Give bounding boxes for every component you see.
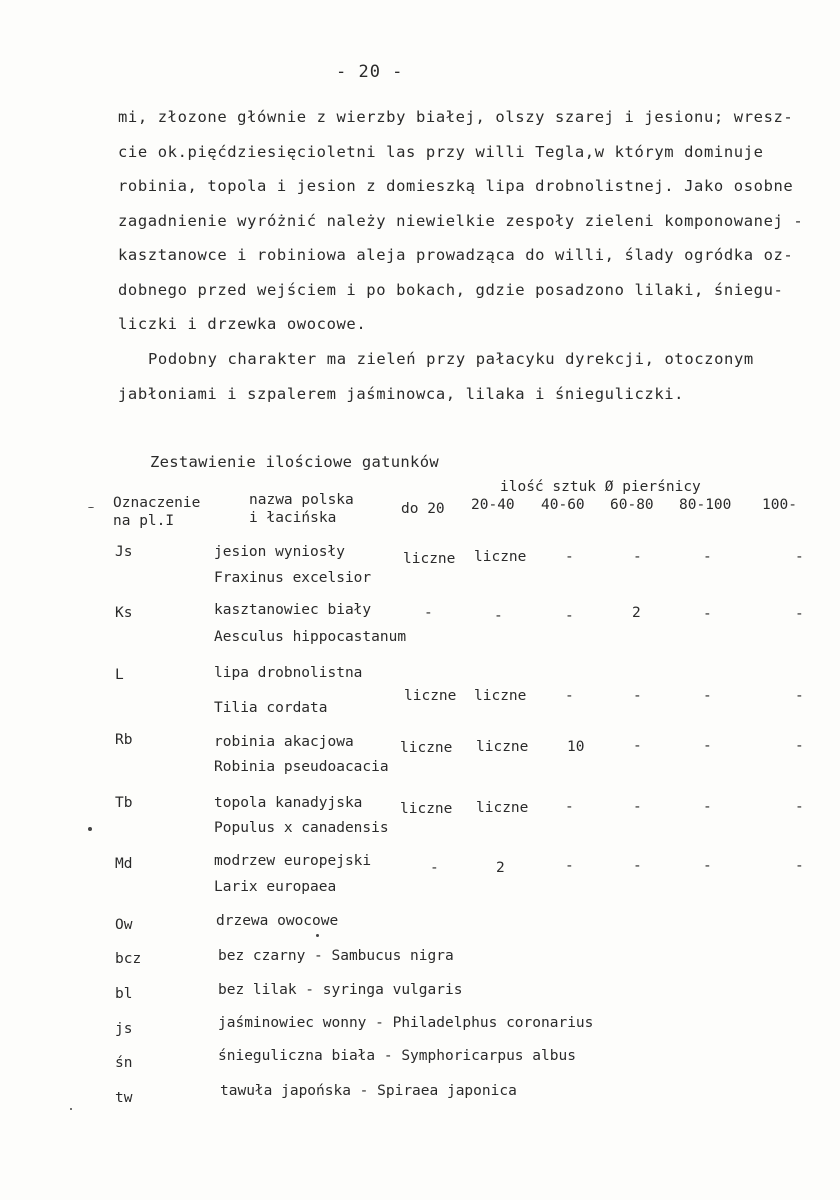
row-name-lat: Larix europaea: [214, 879, 337, 895]
scan-speck: [88, 507, 94, 508]
header-col: 80-100: [679, 497, 732, 513]
row-val: -: [795, 688, 804, 704]
text-line: liczki i drzewka owocowe.: [118, 315, 367, 333]
text-line: cie ok.pięćdziesięcioletni las przy willi Tegla,w którym dominuje: [118, 142, 764, 161]
row-val: -: [703, 858, 712, 874]
row-name-pl: tawuła japońska - Spiraea japonica: [220, 1083, 517, 1099]
header-col: 20-40: [471, 497, 515, 513]
row-name-lat: Robinia pseudoacacia: [214, 759, 389, 775]
text-line: jabłoniami i szpalerem jaśminowca, lilaka i śnieguliczki.: [118, 384, 685, 403]
row-code: bcz: [115, 951, 142, 967]
scan-speck: [70, 1108, 72, 1110]
row-code: Md: [115, 856, 133, 872]
row-val: liczne: [400, 801, 453, 817]
row-code: bl: [115, 986, 133, 1002]
page-number: - 20 -: [336, 62, 404, 82]
row-name-lat: Aesculus hippocastanum: [214, 629, 407, 645]
row-val: liczne: [404, 688, 457, 704]
row-name-pl: topola kanadyjska: [214, 795, 363, 811]
row-val: -: [633, 858, 642, 874]
paragraph-2: [118, 342, 798, 411]
row-val: -: [795, 858, 804, 874]
scan-speck: [316, 934, 319, 937]
row-code: Js: [115, 544, 133, 560]
text-line: dobnego przed wejściem i po bokach, gdzie posadzono lilaki, śniegu-: [118, 280, 784, 299]
row-val: -: [703, 688, 712, 704]
row-code: L: [115, 667, 124, 683]
text-line: Podobny charakter ma zieleń przy pałacyku dyrekcji, otoczonym: [148, 350, 754, 368]
row-name-pl: śnieguliczna biała - Symphoricarpus albus: [218, 1048, 576, 1064]
row-val: -: [703, 738, 712, 754]
row-val: -: [795, 799, 804, 815]
row-code: Rb: [115, 732, 133, 748]
row-code: śn: [115, 1055, 133, 1071]
row-val: -: [430, 860, 439, 876]
row-val: -: [795, 738, 804, 754]
row-val: -: [795, 549, 804, 565]
row-val: -: [565, 549, 574, 565]
scan-speck: [88, 827, 92, 831]
header-code: Oznaczenie na pl.I: [113, 495, 201, 529]
row-val: 10: [567, 739, 585, 755]
row-name-pl: bez czarny - Sambucus nigra: [218, 948, 454, 964]
text-line: mi, złozone głównie z wierzby białej, olszy szarej i jesionu; wresz-: [118, 108, 794, 126]
header-col: 40-60: [541, 497, 585, 513]
row-val: liczne: [476, 800, 529, 816]
row-val: -: [565, 858, 574, 874]
header-col: do 20: [401, 501, 445, 517]
row-val: liczne: [476, 739, 529, 755]
row-val: -: [565, 688, 574, 704]
row-val: -: [565, 799, 574, 815]
row-name-pl: kasztanowiec biały: [214, 602, 372, 618]
row-name-pl: modrzew europejski: [214, 853, 372, 869]
row-val: -: [565, 608, 574, 624]
row-val: -: [633, 688, 642, 704]
header-count-group: ilość sztuk Ø pierśnicy: [500, 479, 701, 495]
text-line: kasztanowce i robiniowa aleja prowadząca do willi, ślady ogródka oz-: [118, 246, 794, 264]
row-val: liczne: [400, 740, 453, 756]
row-val: liczne: [403, 551, 456, 567]
row-val: -: [795, 606, 804, 622]
row-val: -: [703, 606, 712, 622]
paragraph-1: [118, 100, 804, 342]
row-val: -: [424, 605, 433, 621]
row-code: Ks: [115, 605, 133, 621]
row-name-pl: robinia akacjowa: [214, 734, 354, 750]
row-val: 2: [632, 605, 641, 621]
row-val: liczne: [474, 549, 527, 565]
row-val: liczne: [474, 688, 527, 704]
row-name-pl: jaśminowiec wonny - Philadelphus coronarius: [218, 1015, 594, 1031]
row-val: -: [703, 799, 712, 815]
row-code: tw: [115, 1090, 133, 1106]
row-code: js: [115, 1021, 133, 1037]
row-name-lat: Fraxinus excelsior: [214, 570, 372, 586]
row-name-lat: Populus x canadensis: [214, 820, 389, 836]
row-val: 2: [496, 860, 505, 876]
text-line: robinia, topola i jesion z domieszką lipa drobnolistnej. Jako osobne: [118, 177, 794, 195]
row-val: -: [494, 608, 503, 624]
text-line: zagadnienie wyróżnić należy niewielkie zespoły zieleni komponowanej -: [118, 211, 804, 230]
header-col: 60-80: [610, 497, 654, 513]
row-name-lat: Tilia cordata: [214, 700, 328, 716]
row-val: -: [633, 738, 642, 754]
header-col: 100-: [762, 497, 797, 513]
row-val: -: [633, 799, 642, 815]
row-val: -: [633, 549, 642, 565]
table-title: Zestawienie ilościowe gatunków: [150, 453, 439, 471]
row-name-pl: jesion wyniosły: [214, 544, 345, 560]
row-code: Tb: [115, 795, 133, 811]
row-name-pl: lipa drobnolistna: [214, 665, 363, 681]
row-code: Ow: [115, 917, 133, 933]
header-name: nazwa polska i łacińska: [249, 492, 354, 526]
row-val: -: [703, 549, 712, 565]
row-name-pl: drzewa owocowe: [216, 913, 339, 929]
row-name-pl: bez lilak - syringa vulgaris: [218, 982, 463, 998]
